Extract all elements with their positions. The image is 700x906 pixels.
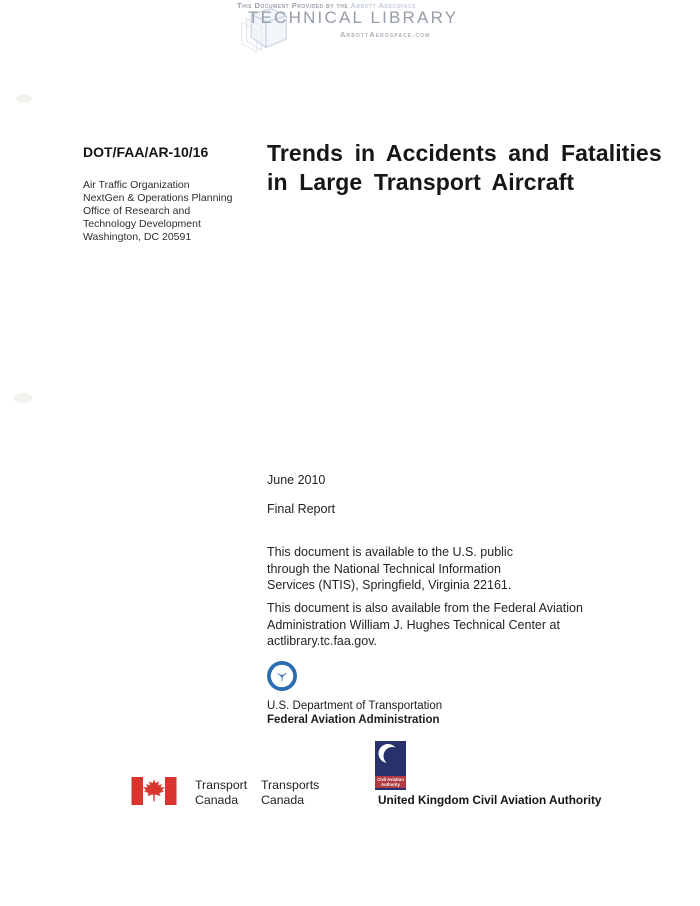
- org-line: Air Traffic Organization: [83, 179, 190, 191]
- canada-flag-icon: [131, 777, 177, 810]
- tc-fr-line2: Canada: [261, 792, 305, 807]
- availability-faa-paragraph: [267, 600, 583, 650]
- report-type: Final Report: [267, 502, 336, 516]
- availability-line: Administration William J. Hughes Technical Center at: [267, 617, 560, 632]
- tc-fr-line1: Transports: [261, 778, 320, 792]
- banner-library-title: TECHNICAL LIBRARY: [248, 8, 459, 27]
- report-title-line1: Trends in Accidents and Fatalities: [267, 140, 662, 166]
- banner-brand-text: Abbott Aerospace: [350, 1, 417, 10]
- report-number: DOT/FAA/AR-10/16: [83, 144, 209, 160]
- issuing-office-block: [83, 179, 232, 244]
- report-date: June 2010: [267, 473, 326, 487]
- tc-en-line2: Canada: [195, 792, 239, 807]
- availability-line: actlibrary.tc.faa.gov.: [267, 634, 377, 648]
- report-title-line2: in Large Transport Aircraft: [267, 168, 575, 195]
- dot-department-line: U.S. Department of Transportation: [267, 700, 443, 712]
- scan-smudge: [16, 94, 32, 103]
- caa-name-label: United Kingdom Civil Aviation Authority: [378, 793, 602, 807]
- availability-line: This document is available to the U.S. public: [267, 545, 513, 559]
- org-line: Washington, DC 20591: [83, 231, 192, 243]
- uk-caa-logo-icon: [375, 741, 406, 795]
- tc-en-line1: Transport: [195, 778, 248, 792]
- caa-badge-line2: Authority: [381, 781, 400, 787]
- availability-line: Services (NTIS), Springfield, Virginia 22161.: [267, 578, 512, 592]
- availability-line: This document is also available from the Federal Aviation: [267, 601, 583, 615]
- banner-provided-by-text: This Document Provided by the: [237, 1, 349, 10]
- dot-department-block: [267, 700, 442, 727]
- org-line: Technology Development: [83, 218, 201, 230]
- availability-ntis-paragraph: [267, 544, 513, 594]
- org-line: Office of Research and: [83, 205, 191, 217]
- banner-website: AbbottAerospace.com: [340, 30, 431, 39]
- faa-administration-line: Federal Aviation Administration: [267, 713, 440, 726]
- availability-line: through the National Technical Information: [267, 561, 501, 576]
- org-line: NextGen & Operations Planning: [83, 192, 233, 204]
- transport-canada-fr-label: [261, 778, 319, 807]
- scan-smudge: [14, 393, 32, 403]
- transport-canada-en-label: [195, 778, 247, 807]
- us-dot-logo-icon: [267, 661, 297, 696]
- report-title: [267, 139, 677, 196]
- caa-badge-line1: Civil Aviation: [377, 776, 404, 782]
